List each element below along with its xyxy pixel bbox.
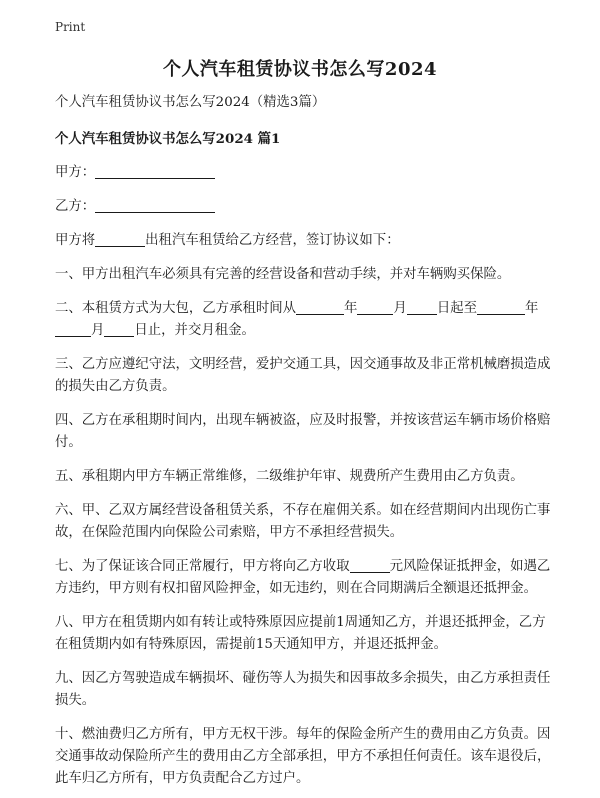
clause-2-text: 二、本租赁方式为大包，乙方承租时间从 bbox=[55, 301, 297, 316]
day-end-label: 日止，并交月租金。 bbox=[134, 323, 255, 338]
clause-9: 九、因乙方驾驶造成车辆损坏、碰伤等人为损失和因事故多余损失，由乙方承担责任损失。 bbox=[55, 671, 551, 708]
page-title: 个人汽车租赁协议书怎么写2024 bbox=[162, 59, 438, 80]
clause-3: 三、乙方应遵纪守法，文明经营，爱护交通工具，因交通事故及非正常机械磨损造成的损失由乙方负责。 bbox=[55, 357, 551, 394]
clause-7-text-2: 元风险保证抵押金，如遇乙方违约，甲方则有权扣留风险押金，如无违约，则在合同期满后全额退还抵押金。 bbox=[55, 559, 551, 596]
party-a-blank bbox=[95, 162, 215, 179]
subtitle: 个人汽车租赁协议书怎么写2024（精选3篇） bbox=[55, 95, 326, 110]
deposit-blank bbox=[350, 556, 390, 573]
start-day-blank bbox=[407, 298, 437, 315]
print-link[interactable]: Print bbox=[55, 20, 86, 34]
intro-text-2: 出租汽车租赁给乙方经营，签订协议如下： bbox=[145, 233, 400, 248]
end-month-blank bbox=[55, 320, 91, 337]
end-day-blank bbox=[104, 320, 134, 337]
intro-paragraph bbox=[55, 230, 555, 252]
month-label-2: 月 bbox=[91, 323, 105, 338]
clause-1: 一、甲方出租汽车必须具有完善的经营设备和营动手续，并对车辆购买保险。 bbox=[55, 267, 511, 282]
year-label-2: 年 bbox=[524, 301, 539, 316]
end-year-blank bbox=[477, 298, 525, 315]
year-label: 年 bbox=[344, 301, 358, 316]
clause-7 bbox=[55, 556, 555, 600]
party-b-label: 乙方： bbox=[55, 199, 96, 214]
document-body bbox=[55, 92, 555, 798]
clause-6: 六、甲、乙双方属经营设备租赁关系，不存在雇佣关系。如在经营期间内出现伤亡事故，在保险范围内向保险公司索赔，甲方不承担经营损失。 bbox=[55, 503, 551, 540]
party-b-line bbox=[55, 196, 555, 218]
month-label: 月 bbox=[393, 301, 407, 316]
party-a-line bbox=[55, 162, 555, 184]
party-a-label: 甲方： bbox=[55, 165, 96, 180]
section-heading: 个人汽车租赁协议书怎么写2024 篇1 bbox=[55, 131, 281, 147]
day-start-label: 日起至 bbox=[436, 301, 477, 316]
clause-2 bbox=[55, 298, 555, 342]
intro-text-1: 甲方将 bbox=[55, 233, 96, 248]
party-b-blank bbox=[95, 196, 215, 213]
clause-8: 八、甲方在租赁期内如有转让或特殊原因应提前1周通知乙方，并退还抵押金，乙方在租赁期内如有特殊原因，需提前15天通知甲方，并退还抵押金。 bbox=[55, 615, 546, 652]
clause-4: 四、乙方在承租期时间内，出现车辆被盗，应及时报警，并按该营运车辆市场价格赔付。 bbox=[55, 413, 551, 450]
vehicle-blank bbox=[95, 230, 145, 247]
clause-7-text-1: 七、为了保证该合同正常履行，甲方将向乙方收取 bbox=[55, 559, 350, 574]
start-year-blank bbox=[296, 298, 344, 315]
clause-5: 五、承租期内甲方车辆正常维修，二级维护年审、规费所产生费用由乙方负责。 bbox=[55, 469, 524, 484]
clause-10: 十、燃油费归乙方所有，甲方无权干涉。每年的保险金所产生的费用由乙方负责。因交通事故动保险所产生的费用由乙方全部承担，甲方不承担任何责任。该车退役后，此车归乙方所有，甲方负责配合乙方过户。 bbox=[55, 727, 551, 786]
start-month-blank bbox=[357, 298, 393, 315]
